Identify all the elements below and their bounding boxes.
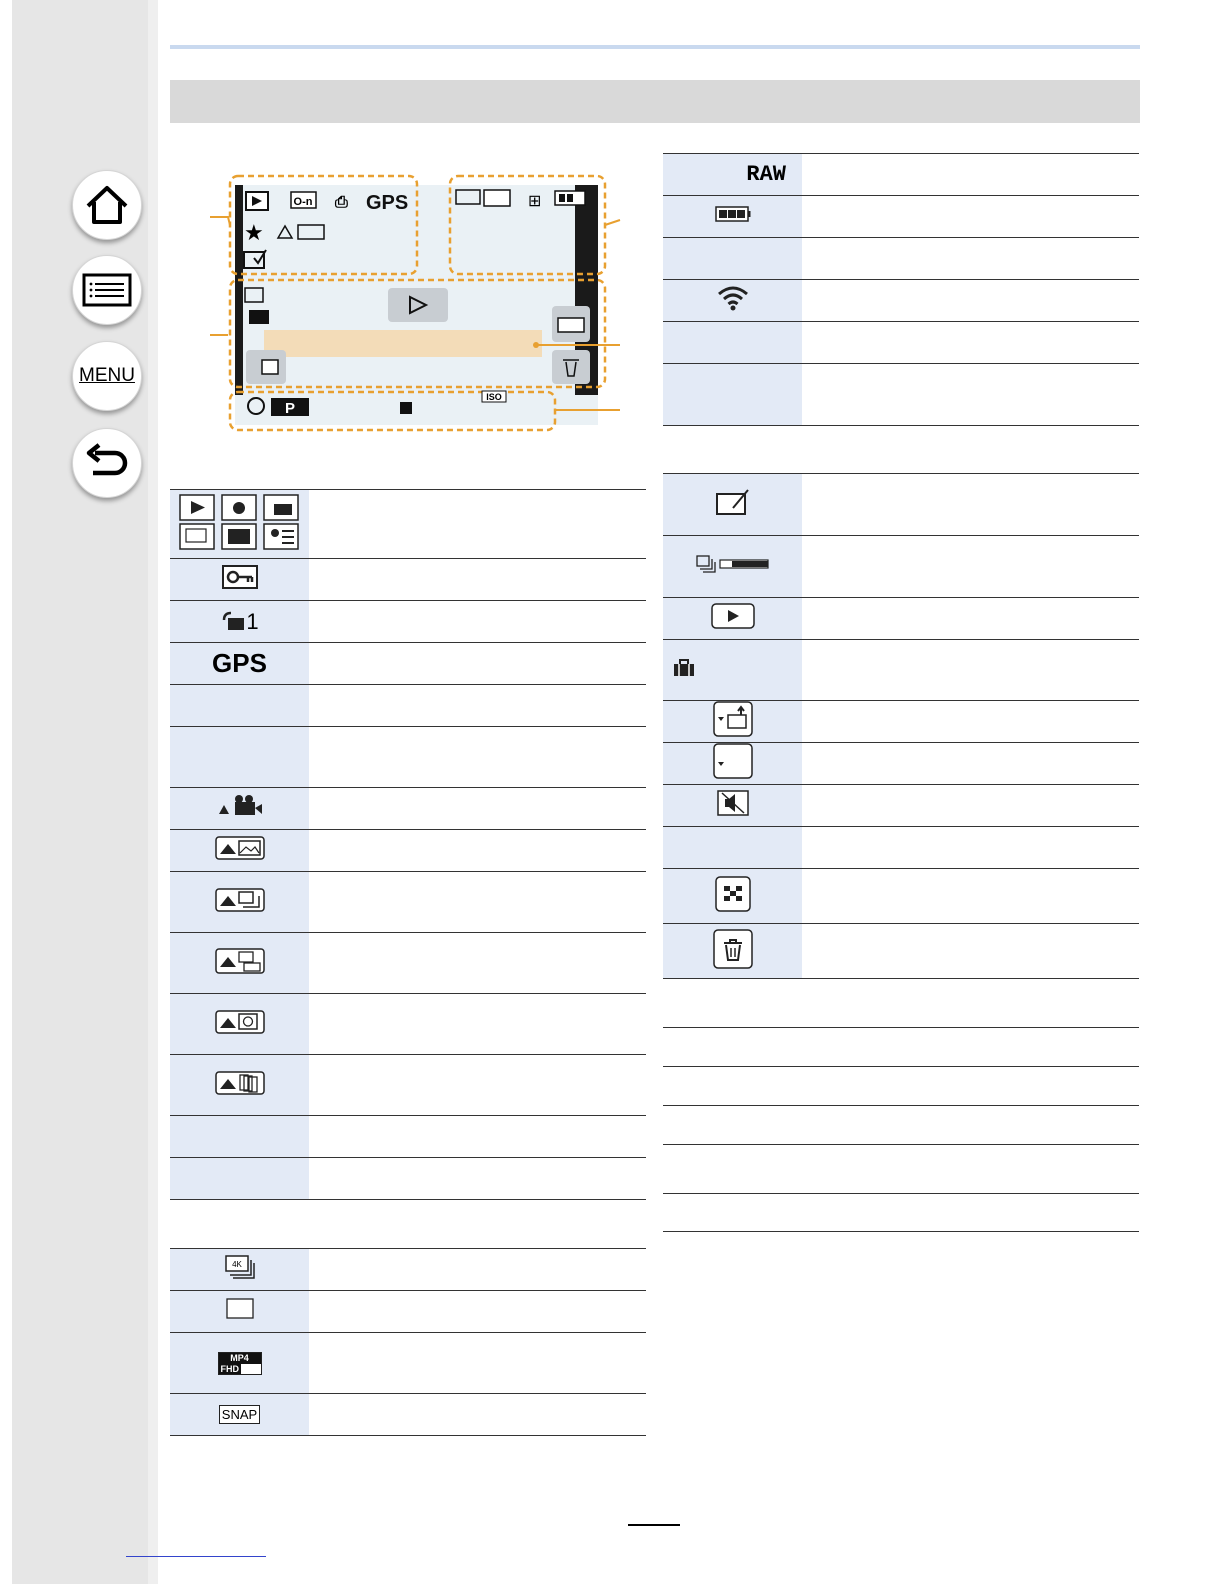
table-row	[663, 979, 1139, 1028]
table-row	[170, 788, 646, 830]
back-button[interactable]	[72, 428, 142, 498]
table-row	[170, 1158, 646, 1200]
list-icon	[82, 273, 132, 307]
table-row	[663, 238, 1139, 280]
protect-key-icon	[222, 565, 258, 589]
menu-button[interactable]	[72, 341, 142, 411]
table-row	[170, 1291, 646, 1333]
header-rule	[170, 45, 1140, 49]
table-row	[663, 701, 1139, 743]
table-row	[170, 872, 646, 933]
table-row	[170, 685, 646, 727]
section-title-bar	[170, 80, 1140, 123]
home-button[interactable]	[72, 170, 142, 240]
playback-screen-diagram	[200, 170, 640, 440]
svg-text:O-n: O-n	[293, 196, 313, 208]
table-row	[170, 933, 646, 994]
table-row	[170, 994, 646, 1055]
edit-icon	[715, 488, 751, 516]
home-icon	[84, 184, 130, 226]
table-row	[170, 1200, 646, 1249]
format-label-bottom: FHD	[220, 1363, 239, 1374]
contents-button[interactable]	[72, 255, 142, 325]
table-row	[170, 727, 646, 788]
table-row	[663, 364, 1139, 426]
table-row	[663, 1028, 1139, 1067]
format-label-top: MP4	[219, 1353, 261, 1364]
table-row	[663, 1106, 1139, 1145]
snap-label: SNAP	[219, 1405, 260, 1424]
table-row	[663, 196, 1139, 238]
menu-label: MENU	[79, 365, 135, 386]
left-icon-table	[170, 489, 646, 1436]
svg-text:⊞: ⊞	[528, 193, 542, 210]
sidebar-edge	[148, 0, 158, 1584]
table-row	[663, 474, 1139, 536]
print-set-icon	[220, 610, 246, 634]
mute-icon	[717, 790, 749, 816]
delete-icon	[713, 929, 753, 969]
sidebar	[12, 0, 158, 1584]
4k-photo-icon	[225, 1255, 255, 1279]
table-row	[663, 280, 1139, 322]
multi-playback-icon	[715, 876, 751, 912]
table-row	[663, 426, 1139, 474]
raw-label: RAW	[746, 162, 786, 187]
wifi-icon	[717, 285, 749, 311]
table-row	[170, 1055, 646, 1116]
travel-icon	[673, 659, 695, 677]
group-stop-motion-icon	[215, 1071, 265, 1095]
svg-text:★: ★	[244, 220, 264, 245]
table-row	[170, 490, 646, 559]
table-row	[170, 1249, 646, 1291]
table-row	[170, 601, 646, 643]
dropdown-button-icon	[713, 743, 753, 779]
table-row	[663, 1145, 1139, 1194]
svg-text:4K: 4K	[231, 1260, 242, 1269]
table-row	[663, 640, 1139, 701]
screen-iso-label: ISO	[486, 392, 502, 402]
table-row	[663, 536, 1139, 598]
table-row	[663, 598, 1139, 640]
table-row	[663, 1194, 1139, 1232]
table-row	[170, 1394, 646, 1436]
page-number-rule	[628, 1524, 680, 1526]
recording-format-icon	[218, 1352, 262, 1375]
table-row	[170, 1333, 646, 1394]
blank-frame-icon	[226, 1298, 254, 1320]
screen-mode-label: P	[284, 400, 296, 417]
svg-text:⎙: ⎙	[335, 194, 348, 211]
send-image-icon	[713, 701, 753, 737]
table-row	[663, 785, 1139, 827]
play-mode-icons	[178, 493, 302, 551]
back-arrow-icon	[83, 443, 131, 483]
screen-gps-label: GPS	[366, 192, 409, 214]
right-icon-table	[663, 153, 1139, 1232]
table-row	[663, 827, 1139, 869]
play-button-icon	[711, 603, 755, 629]
group-burst-icon	[215, 888, 265, 912]
table-row	[170, 1116, 646, 1158]
table-row	[170, 830, 646, 872]
table-row	[170, 559, 646, 601]
burst-progress-icon	[696, 555, 770, 573]
group-video-icon	[217, 794, 263, 818]
table-row	[663, 322, 1139, 364]
print-count: 1	[246, 608, 259, 634]
footer-link[interactable]	[126, 1556, 266, 1557]
table-row	[663, 154, 1139, 196]
battery-icon	[715, 206, 751, 222]
table-row	[663, 743, 1139, 785]
table-row	[663, 869, 1139, 924]
table-row	[170, 643, 646, 685]
gps-label: GPS	[212, 648, 267, 678]
play-mode-icons-cell	[170, 490, 309, 559]
group-panorama-icon	[215, 836, 265, 860]
table-row	[663, 1067, 1139, 1106]
table-row	[663, 924, 1139, 979]
group-4k-icon	[215, 948, 265, 974]
group-interval-icon	[215, 1010, 265, 1034]
